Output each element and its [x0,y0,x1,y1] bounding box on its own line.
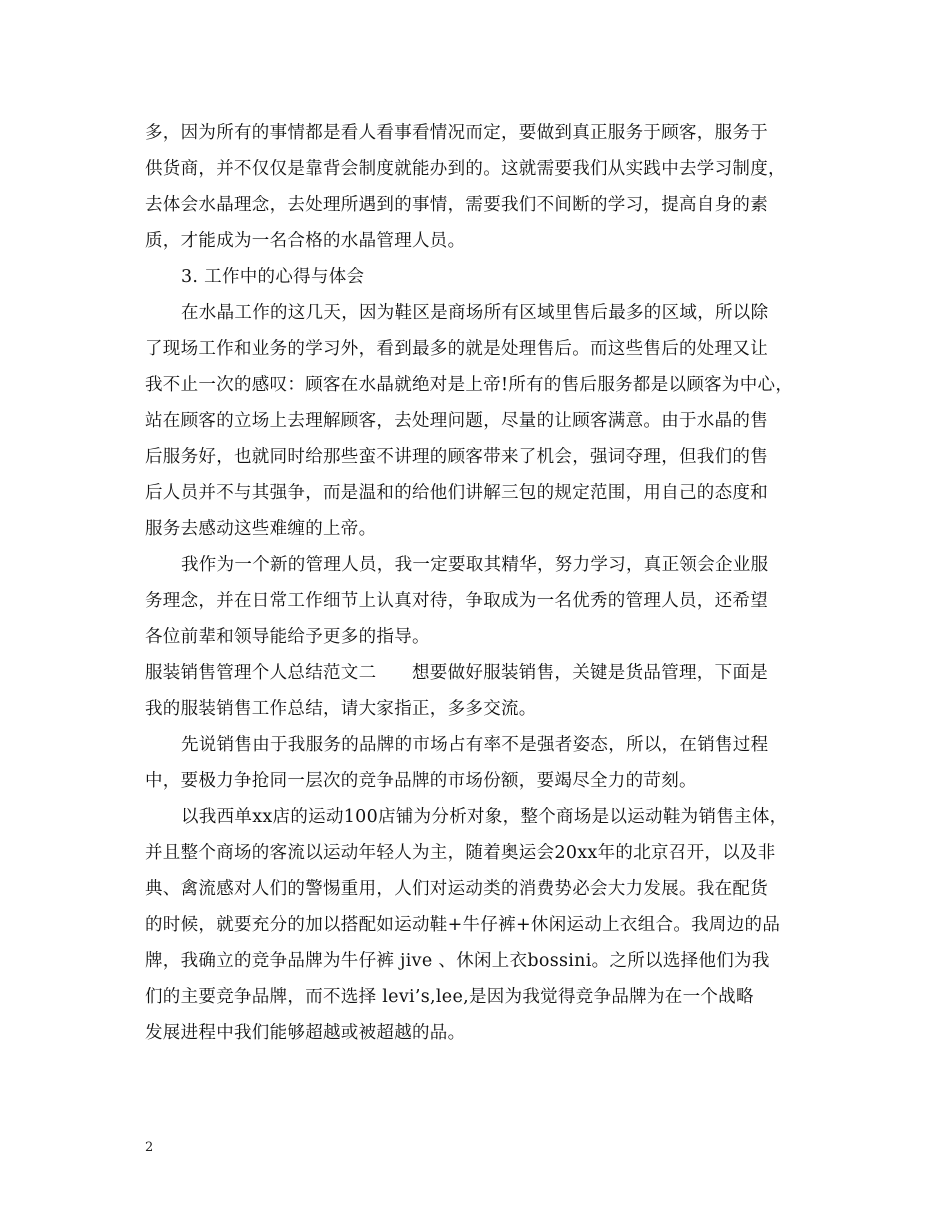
paragraph-line: 后服务好，也就同时给那些蛮不讲理的顾客带来了机会，强词夺理，但我们的售 [145,447,768,467]
paragraph-line: 站在顾客的立场上去理解顾客，去处理问题，尽量的让顾客满意。由于水晶的售 [145,411,768,431]
paragraph-line: 典、禽流感对人们的警惕重用，人们对运动类的消费势必会大力发展。我在配货 [145,879,768,899]
paragraph-line: 我作为一个新的管理人员，我一定要取其精华，努力学习，真正领会企业服 [181,555,769,575]
paragraph-line: 我不止一次的感叹：顾客在水晶就绝对是上帝!所有的售后服务都是以顾客为中心， [145,375,794,395]
paragraph-line: 去体会水晶理念，去处理所遇到的事情，需要我们不间断的学习，提高自身的素 [145,195,768,215]
paragraph-line: 后人员并不与其强争，而是温和的给他们讲解三包的规定范围，用自己的态度和 [145,483,768,503]
paragraph-line: 质，才能成为一名合格的水晶管理人员。 [145,231,466,251]
section-heading: 3. 工作中的心得与体会 [181,267,365,287]
paragraph-line: 多，因为所有的事情都是看人看事看情况而定，要做到真正服务于顾客，服务于 [145,123,768,143]
page-number: 2 [145,1140,154,1155]
paragraph-line: 发展进程中我们能够超越或被超越的品。 [145,1023,466,1043]
paragraph-line: 们的主要竞争品牌，而不选择 levi’s,lee,是因为我觉得竞争品牌为在一个战略 [145,987,754,1007]
paragraph-line: 中，要极力争抢同一层次的竞争品牌的市场份额，要竭尽全力的苛刻。 [145,771,697,791]
paragraph-line: 供货商，并不仅仅是靠背会制度就能办到的。这就需要我们从实践中去学习制度， [145,159,786,179]
paragraph-line: 以我西单xx店的运动100店铺为分析对象，整个商场是以运动鞋为销售主体， [181,807,788,827]
paragraph-line: 服务去感动这些难缠的上帝。 [145,519,377,539]
paragraph-line: 务理念，并在日常工作细节上认真对待，争取成为一名优秀的管理人员，还希望 [145,591,768,611]
paragraph-line: 先说销售由于我服务的品牌的市场占有率不是强者姿态，所以，在销售过程 [181,735,769,755]
paragraph-line: 在水晶工作的这几天，因为鞋区是商场所有区域里售后最多的区域，所以除 [181,303,769,323]
paragraph-line: 的时候，就要充分的加以搭配如运动鞋+牛仔裤+休闲运动上衣组合。我周边的品 [145,915,781,935]
paragraph-line: 我的服装销售工作总结，请大家指正，多多交流。 [145,699,537,719]
paragraph-line: 各位前辈和领导能给予更多的指导。 [145,627,430,647]
paragraph-line: 牌，我确立的竞争品牌为牛仔裤 jive 、休闲上衣bossini。之所以选择他们为我 [145,951,770,971]
article-title-line: 服装销售管理个人总结范文二 想要做好服装销售，关键是货品管理，下面是 [145,663,768,683]
paragraph-line: 并且整个商场的客流以运动年轻人为主，随着奥运会20xx年的北京召开，以及非 [145,843,776,863]
paragraph-line: 了现场工作和业务的学习外，看到最多的就是处理售后。而这些售后的处理又让 [145,339,768,359]
